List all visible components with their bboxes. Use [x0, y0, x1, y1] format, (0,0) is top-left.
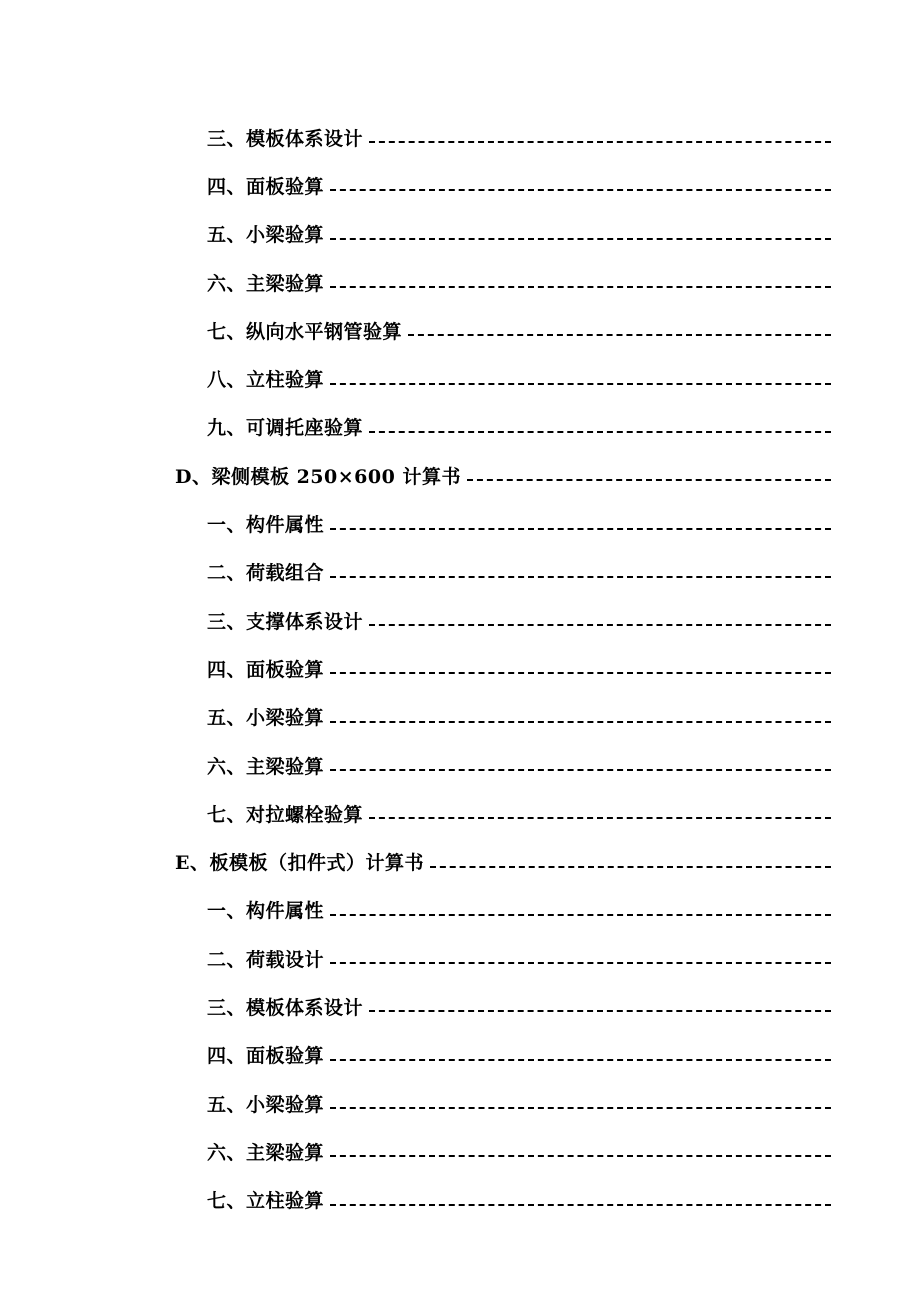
- toc-entry-label: 二、荷载设计: [207, 948, 325, 971]
- toc-entry-label: 六、主梁验算: [207, 755, 325, 778]
- toc-entry[interactable]: [0, 741, 920, 789]
- toc-dot-leader: [330, 767, 831, 771]
- toc-entry[interactable]: [0, 210, 920, 258]
- toc-entry[interactable]: [0, 1176, 920, 1224]
- toc-dot-leader: [330, 1057, 831, 1061]
- toc-dot-leader: [330, 670, 831, 674]
- toc-dot-leader: [330, 381, 831, 385]
- toc-dot-leader: [330, 719, 831, 723]
- toc-entry-label: 七、纵向水平钢管验算: [207, 320, 403, 343]
- toc-dot-leader: [330, 284, 831, 288]
- toc-dot-leader: [408, 332, 831, 336]
- toc-entry[interactable]: [0, 499, 920, 547]
- toc-entry[interactable]: [0, 693, 920, 741]
- toc-entry-label: 六、主梁验算: [207, 1141, 325, 1164]
- toc-section-heading[interactable]: [0, 837, 920, 885]
- toc-dot-leader: [330, 236, 831, 240]
- toc-dot-leader: [330, 574, 831, 578]
- toc-entry-label: 五、小梁验算: [207, 707, 325, 730]
- toc-dot-leader: [430, 864, 831, 868]
- table-of-contents: [0, 113, 920, 1224]
- toc-entry-label: 七、对拉螺栓验算: [207, 803, 364, 826]
- toc-entry[interactable]: [0, 934, 920, 982]
- toc-dot-leader: [369, 1008, 831, 1012]
- toc-entry-label: E、板模板（扣件式）计算书: [175, 852, 424, 875]
- toc-entry-label: 九、可调托座验算: [207, 417, 364, 440]
- toc-dot-leader: [330, 912, 831, 916]
- toc-entry[interactable]: [0, 354, 920, 402]
- toc-entry[interactable]: [0, 886, 920, 934]
- toc-dot-leader: [330, 1105, 831, 1109]
- toc-dot-leader: [369, 429, 831, 433]
- toc-dot-leader: [369, 622, 831, 626]
- toc-dot-leader: [330, 960, 831, 964]
- toc-entry-label: D、梁侧模板 250×600 计算书: [175, 465, 461, 488]
- toc-dot-leader: [330, 1153, 831, 1157]
- toc-dot-leader: [330, 187, 831, 191]
- toc-entry-label: 六、主梁验算: [207, 272, 325, 295]
- toc-entry-label: 三、支撑体系设计: [207, 610, 364, 633]
- toc-entry-label: 五、小梁验算: [207, 224, 325, 247]
- toc-entry-label: 一、构件属性: [207, 514, 325, 537]
- toc-entry[interactable]: [0, 644, 920, 692]
- toc-entry-label: 四、面板验算: [207, 175, 325, 198]
- toc-entry-label: 四、面板验算: [207, 658, 325, 681]
- toc-entry-label: 二、荷载组合: [207, 562, 325, 585]
- toc-entry-label: 八、立柱验算: [207, 369, 325, 392]
- toc-entry-label: 一、构件属性: [207, 900, 325, 923]
- toc-entry-label: 四、面板验算: [207, 1045, 325, 1068]
- toc-entry[interactable]: [0, 548, 920, 596]
- toc-entry[interactable]: [0, 161, 920, 209]
- toc-entry[interactable]: [0, 982, 920, 1030]
- toc-entry[interactable]: [0, 258, 920, 306]
- toc-entry[interactable]: [0, 1031, 920, 1079]
- toc-entry-label: 三、模板体系设计: [207, 996, 364, 1019]
- toc-entry[interactable]: [0, 789, 920, 837]
- toc-dot-leader: [330, 526, 831, 530]
- toc-section-heading[interactable]: [0, 451, 920, 499]
- toc-dot-leader: [330, 1202, 831, 1206]
- toc-entry[interactable]: [0, 113, 920, 161]
- toc-entry[interactable]: [0, 596, 920, 644]
- toc-entry[interactable]: [0, 306, 920, 354]
- toc-entry[interactable]: [0, 1127, 920, 1175]
- toc-entry-label: 三、模板体系设计: [207, 127, 364, 150]
- toc-dot-leader: [369, 139, 831, 143]
- toc-entry[interactable]: [0, 1079, 920, 1127]
- toc-dot-leader: [369, 815, 831, 819]
- toc-entry[interactable]: [0, 403, 920, 451]
- toc-entry-label: 五、小梁验算: [207, 1093, 325, 1116]
- toc-entry-label: 七、立柱验算: [207, 1190, 325, 1213]
- toc-dot-leader: [467, 477, 831, 481]
